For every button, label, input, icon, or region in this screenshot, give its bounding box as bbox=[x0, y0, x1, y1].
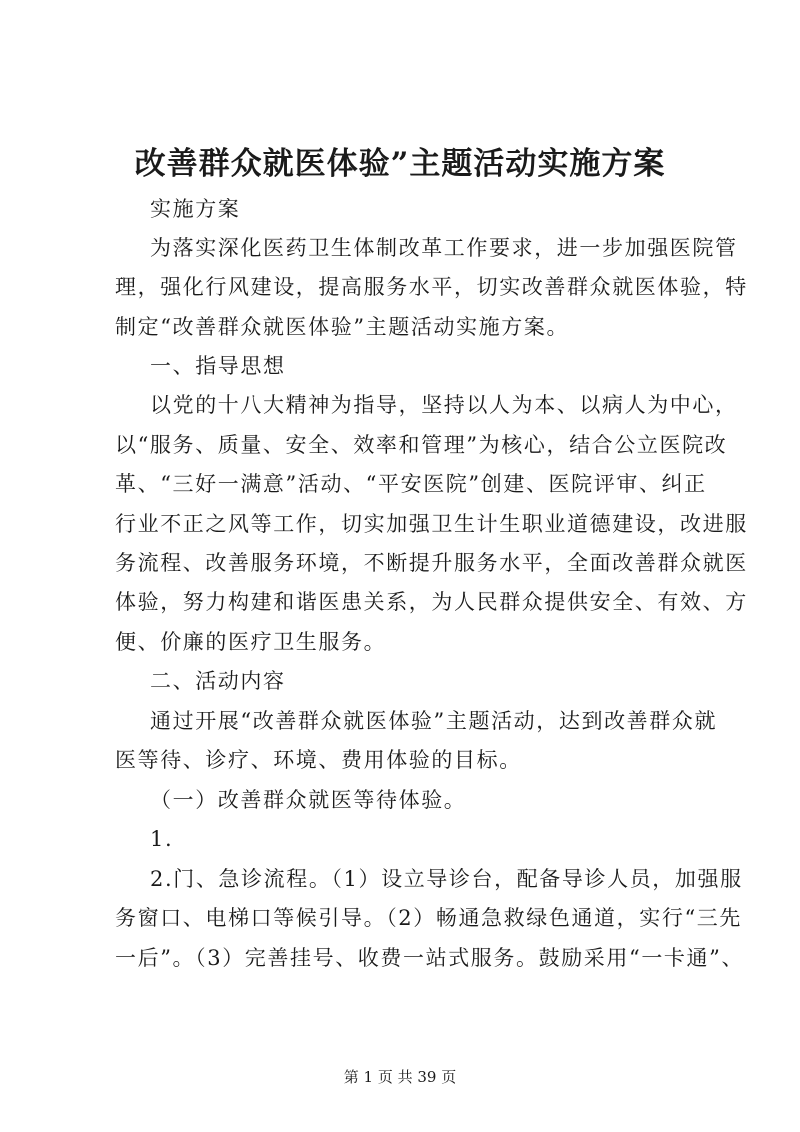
paragraph-line: 医等待、诊疗、环境、费用体验的目标。 bbox=[115, 748, 522, 772]
document-title: 改善群众就医体验”主题活动实施方案 bbox=[134, 146, 666, 182]
paragraph-line: 以党的十八大精神为指导，坚持以人为本、以病人为中心， bbox=[150, 393, 738, 417]
paragraph-line: 革、“三好一满意”活动、“平安医院”创建、医院评审、纠正 bbox=[115, 472, 707, 496]
section-heading: 二、活动内容 bbox=[150, 669, 286, 693]
subsection-heading: （一）改善群众就医等待体验。 bbox=[150, 788, 467, 812]
page-number: 第 1 页 共 39 页 bbox=[343, 1068, 457, 1086]
paragraph-line: 体验，努力构建和谐医患关系，为人民群众提供安全、有效、方 bbox=[115, 590, 748, 614]
paragraph-line: 理，强化行风建设，提高服务水平，切实改善群众就医体验，特 bbox=[115, 275, 748, 299]
paragraph-line: 以“服务、质量、安全、效率和管理”为核心，结合公立医院改 bbox=[115, 433, 728, 457]
paragraph-line: 2.门、急诊流程。（1）设立导诊台，配备导诊人员，加强服 bbox=[150, 867, 743, 891]
paragraph-line: 实施方案 bbox=[150, 197, 241, 221]
paragraph-line: 一后”。（3）完善挂号、收费一站式服务。鼓励采用“一卡通”、 bbox=[115, 946, 745, 970]
paragraph-line: 为落实深化医药卫生体制改革工作要求，进一步加强医院管 bbox=[150, 236, 738, 260]
list-item: 1. bbox=[150, 827, 174, 851]
paragraph-line: 制定“改善群众就医体验”主题活动实施方案。 bbox=[115, 315, 570, 339]
paragraph-line: 务流程、改善服务环境，不断提升服务水平，全面改善群众就医 bbox=[115, 551, 748, 575]
paragraph-line: 通过开展“改善群众就医体验”主题活动，达到改善群众就 bbox=[150, 709, 718, 733]
paragraph-line: 行业不正之风等工作，切实加强卫生计生职业道德建设，改进服 bbox=[115, 512, 748, 536]
section-heading: 一、指导思想 bbox=[150, 354, 286, 378]
paragraph-line: 便、价廉的医疗卫生服务。 bbox=[115, 630, 387, 654]
paragraph-line: 务窗口、电梯口等候引导。（2）畅通急救绿色通道，实行“三先 bbox=[115, 906, 742, 930]
